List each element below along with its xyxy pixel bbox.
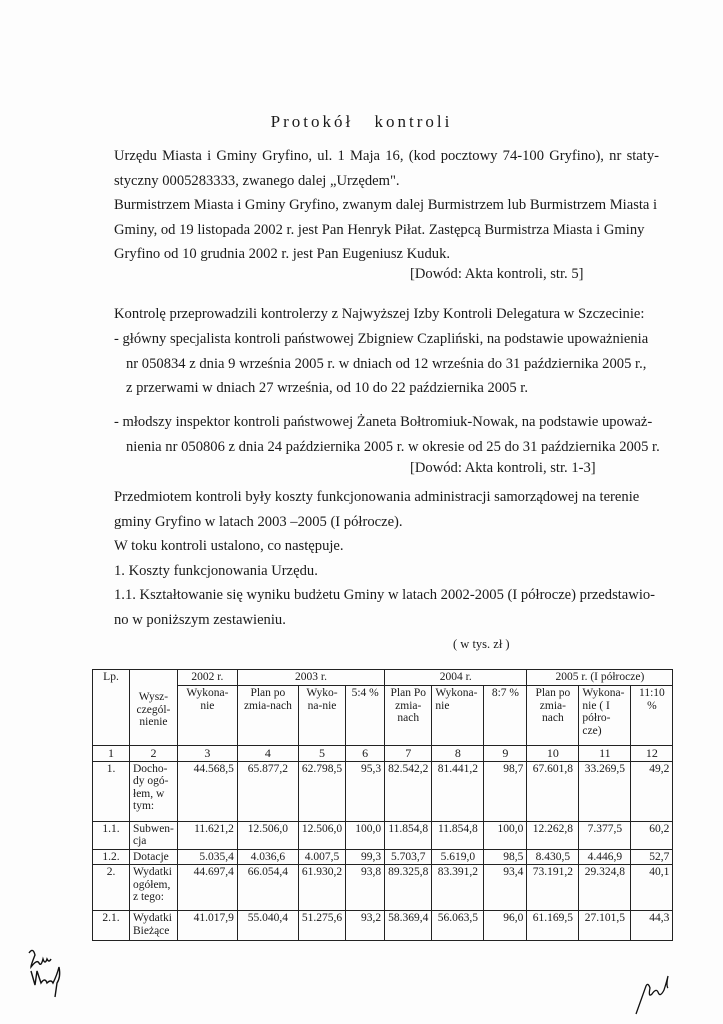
mayor-line-3: Gryfino od 10 grudnia 2002 r. jest Pan Eugeniusz Kuduk. [114,246,451,262]
row-value: 44.568,5 [177,761,237,821]
table-row [93,849,673,865]
header-item-label: Wysz-czegól-nienie [136,691,171,729]
row-name: Subwen-cja [130,821,178,849]
header-col-9: 8:7 % [484,686,527,746]
row-value: 67.601,8 [527,761,579,821]
row-value: 55.040,4 [237,911,298,941]
col-num: 7 [385,746,432,762]
col-num: 2 [130,746,178,762]
row-value: 62.798,5 [298,761,345,821]
section-1-heading: 1. Koszty funkcjonowania Urzędu. [114,562,318,579]
header-year-2005: 2005 r. (I półrocze) [527,670,673,686]
row-value: 8.430,5 [527,849,579,865]
row-lp: 1.1. [93,821,130,849]
col-num: 10 [527,746,579,762]
col-num: 12 [631,746,673,762]
controller-item-1 [114,327,659,401]
header-year-2002: 2002 r. [177,670,237,686]
header-col-6: 5:4 % [346,686,385,746]
subject-paragraph [114,485,659,632]
row-value: 60,2 [631,821,673,849]
header-col-8: Wykona-nie [432,686,484,746]
row-value: 96,0 [484,911,527,941]
row-value: 41.017,9 [177,911,237,941]
row-value: 51.275,6 [298,911,345,941]
header-col-3: Wykona-nie [177,686,237,746]
row-value: 7.377,5 [579,821,631,849]
controller-1-line-1: - główny specjalista kontroli państwowej Zbigniew Czapliński, na podstawie upoważnienia [114,331,649,347]
table-row [93,821,673,849]
row-value: 93,8 [346,865,385,911]
row-value: 4.036,6 [237,849,298,865]
row-value: 66.054,4 [237,865,298,911]
section-1-1-line-1: 1.1. Kształtowanie się wyniku budżetu Gminy w latach 2002-2005 (I półrocze) przedstawio- [114,587,656,603]
row-value: 93,4 [484,865,527,911]
column-number-row [93,746,673,762]
row-value: 83.391,2 [432,865,484,911]
controller-1-line-3: z przerwami w dniach 27 września, od 10 do 22 października 2005 r. [126,380,529,396]
col-num: 1 [93,746,130,762]
header-col-5: Wyko-na-nie [298,686,345,746]
row-value: 89.325,8 [385,865,432,911]
row-name: Docho-dy ogó-łem, w tym: [130,761,178,821]
row-value: 5.703,7 [385,849,432,865]
controllers-paragraph [114,302,659,327]
row-value: 61.930,2 [298,865,345,911]
row-value: 99,3 [346,849,385,865]
budget-table [92,669,673,941]
row-value: 73.191,2 [527,865,579,911]
header-col-4: Plan po zmia-nach [237,686,298,746]
col-num: 4 [237,746,298,762]
unit-label: ( w tys. zł ) [453,637,510,651]
row-name: Dotacje [130,849,178,865]
controller-2-line-1: - młodszy inspektor kontroli państwowej Żaneta Bołtromiuk-Nowak, na podstawie upoważ- [114,414,653,430]
row-lp: 1.2. [93,849,130,865]
col-num: 9 [484,746,527,762]
row-value: 100,0 [346,821,385,849]
handwritten-initials-icon [25,945,75,1005]
row-value: 5.619,0 [432,849,484,865]
header-item [130,670,178,746]
row-value: 11.621,2 [177,821,237,849]
row-value: 5.035,4 [177,849,237,865]
subject-line-1: Przedmiotem kontroli były koszty funkcjonowania administracji samorządowej na terenie [114,489,640,505]
row-value: 44,3 [631,911,673,941]
handwritten-signature-icon [630,970,680,1020]
evidence-ref-1: [Dowód: Akta kontroli, str. 5] [410,266,584,282]
row-value: 98,5 [484,849,527,865]
row-name: Wydatki ogółem, z tego: [130,865,178,911]
row-lp: 1. [93,761,130,821]
row-value: 82.542,2 [385,761,432,821]
col-num: 3 [177,746,237,762]
header-year-2003: 2003 r. [237,670,384,686]
row-value: 27.101,5 [579,911,631,941]
table-row [93,911,673,941]
header-col-11: Wykona-nie ( I półro-cze) [579,686,631,746]
row-value: 11.854,8 [385,821,432,849]
intro-line-2: styczny 0005283333, zwanego dalej „Urzędem". [114,172,400,189]
header-col-12: 11:10 % [631,686,673,746]
row-value: 65.877,2 [237,761,298,821]
mayor-line-1: Burmistrzem Miasta i Gminy Gryfino, zwanym dalej Burmistrzem lub Burmistrzem Miasta i [114,197,658,213]
header-year-2004: 2004 r. [385,670,527,686]
row-value: 4.446,9 [579,849,631,865]
controllers-heading: Kontrolę przeprowadzili kontrolerzy z Najwyższej Izby Kontroli Delegatura w Szczecinie: [114,306,645,322]
row-lp: 2. [93,865,130,911]
row-value: 95,3 [346,761,385,821]
row-lp: 2.1. [93,911,130,941]
header-lp: Lp. [93,670,130,746]
row-value: 61.169,5 [527,911,579,941]
row-value: 58.369,4 [385,911,432,941]
col-num: 8 [432,746,484,762]
intro-line-1: Urzędu Miasta i Gminy Gryfino, ul. 1 Maja 16, (kod pocztowy 74-100 Gryfino), nr staty- [114,148,659,164]
document-title: Protokół kontroli [270,112,453,131]
mayor-paragraph [114,193,659,267]
header-col-7: Plan Po zmia-nach [385,686,432,746]
row-value: 12.506,0 [298,821,345,849]
table-row [93,761,673,821]
row-value: 12.506,0 [237,821,298,849]
section-1-1-line-2: no w poniższym zestawieniu. [114,611,286,628]
controller-1-line-2: nr 050834 z dnia 9 września 2005 r. w dniach od 12 września do 31 października 2005 r., [126,355,647,372]
row-value: 100,0 [484,821,527,849]
intro-paragraph [114,144,659,193]
col-num: 6 [346,746,385,762]
table-row [93,865,673,911]
row-name: Wydatki Bieżące [130,911,178,941]
evidence-ref-2: [Dowód: Akta kontroli, str. 1-3] [410,460,596,476]
row-value: 44.697,4 [177,865,237,911]
col-num: 11 [579,746,631,762]
row-value: 56.063,5 [432,911,484,941]
mayor-line-2: Gminy, od 19 listopada 2002 r. jest Pan Henryk Piłat. Zastępcą Burmistrza Miasta i Gminy [114,221,645,238]
row-value: 12.262,8 [527,821,579,849]
row-value: 98,7 [484,761,527,821]
row-value: 93,2 [346,911,385,941]
row-value: 49,2 [631,761,673,821]
controller-item-2 [114,410,659,459]
controller-2-line-2: nienia nr 050806 z dnia 24 października 2005 r. w okresie od 25 do 31 października 2005 r. [126,438,660,455]
row-value: 29.324,8 [579,865,631,911]
findings-intro: W toku kontroli ustalono, co następuje. [114,538,344,554]
row-value: 11.854,8 [432,821,484,849]
col-num: 5 [298,746,345,762]
row-value: 52,7 [631,849,673,865]
row-value: 33.269,5 [579,761,631,821]
row-value: 81.441,2 [432,761,484,821]
subject-line-2: gminy Gryfino w latach 2003 –2005 (I półrocze). [114,513,403,530]
row-value: 4.007,5 [298,849,345,865]
header-col-10: Plan po zmia-nach [527,686,579,746]
row-value: 40,1 [631,865,673,911]
